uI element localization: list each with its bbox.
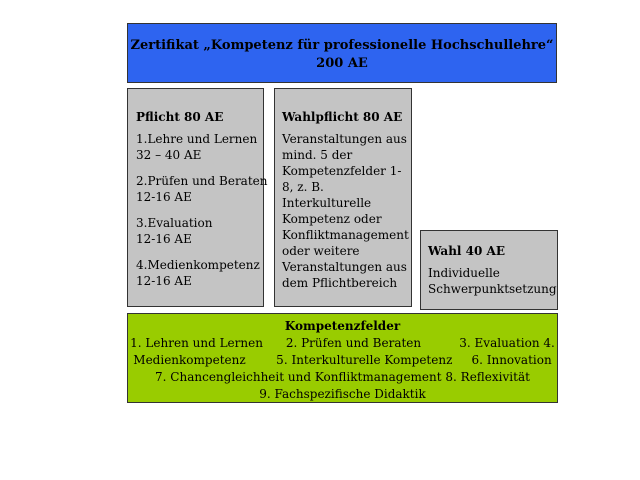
- wahlpflicht-line: Konfliktmanagement: [282, 228, 409, 242]
- wahl-box: [420, 230, 558, 310]
- kompetenzfelder-box: [127, 313, 558, 403]
- kompetenzfelder-line: Medienkompetenz 5. Interkulturelle Kompetenz 6. Innovation: [133, 353, 552, 367]
- wahl-title: Wahl 40 AE: [428, 244, 506, 258]
- pflicht-item-hours: 12-16 AE: [136, 190, 192, 204]
- kompetenzfelder-title: Kompetenzfelder: [284, 319, 401, 333]
- kompetenzfelder-line: 9. Fachspezifische Didaktik: [259, 387, 426, 401]
- pflicht-item-name: 2.Prüfen und Beraten: [136, 174, 268, 188]
- wahlpflicht-line: Veranstaltungen aus: [282, 260, 407, 274]
- wahlpflicht-line: Veranstaltungen aus: [282, 132, 407, 146]
- wahlpflicht-line: 8, z. B.: [282, 180, 324, 194]
- wahlpflicht-description: [282, 131, 411, 291]
- pflicht-item: [136, 215, 263, 247]
- wahl-line: Individuelle: [428, 266, 500, 280]
- wahl-line: Schwerpunktsetzung: [428, 282, 557, 296]
- certificate-total: 200 AE: [316, 56, 368, 71]
- pflicht-item: [136, 173, 268, 205]
- certificate-header: [127, 23, 557, 83]
- pflicht-item-hours: 32 – 40 AE: [136, 148, 202, 162]
- kompetenzfelder-line: 1. Lehren und Lernen 2. Prüfen und Beraten 3. Evaluation 4.: [130, 336, 555, 350]
- wahlpflicht-line: oder weitere: [282, 244, 360, 258]
- pflicht-item-hours: 12-16 AE: [136, 274, 192, 288]
- certificate-title: Zertifikat „Kompetenz für professionelle Hochschullehre“: [130, 38, 554, 53]
- pflicht-box: [127, 88, 268, 307]
- wahlpflicht-line: Interkulturelle: [282, 196, 372, 210]
- kompetenzfelder-line: 7. Chancengleichheit und Konfliktmanagement 8. Reflexivität: [155, 370, 530, 384]
- wahlpflicht-line: Kompetenzfelder 1-: [282, 164, 402, 178]
- pflicht-item-name: 1.Lehre und Lernen: [136, 132, 258, 146]
- pflicht-item-name: 3.Evaluation: [136, 216, 213, 230]
- wahlpflicht-title: Wahlpflicht 80 AE: [282, 110, 403, 124]
- pflicht-item: [136, 131, 263, 163]
- wahlpflicht-box: [274, 88, 412, 307]
- wahlpflicht-line: mind. 5 der: [282, 148, 353, 162]
- pflicht-title: Pflicht 80 AE: [136, 110, 224, 124]
- wahlpflicht-line: dem Pflichtbereich: [282, 276, 398, 290]
- pflicht-item-hours: 12-16 AE: [136, 232, 192, 246]
- pflicht-item: [136, 257, 263, 289]
- pflicht-item-name: 4.Medienkompetenz: [136, 258, 260, 272]
- wahlpflicht-line: Kompetenz oder: [282, 212, 382, 226]
